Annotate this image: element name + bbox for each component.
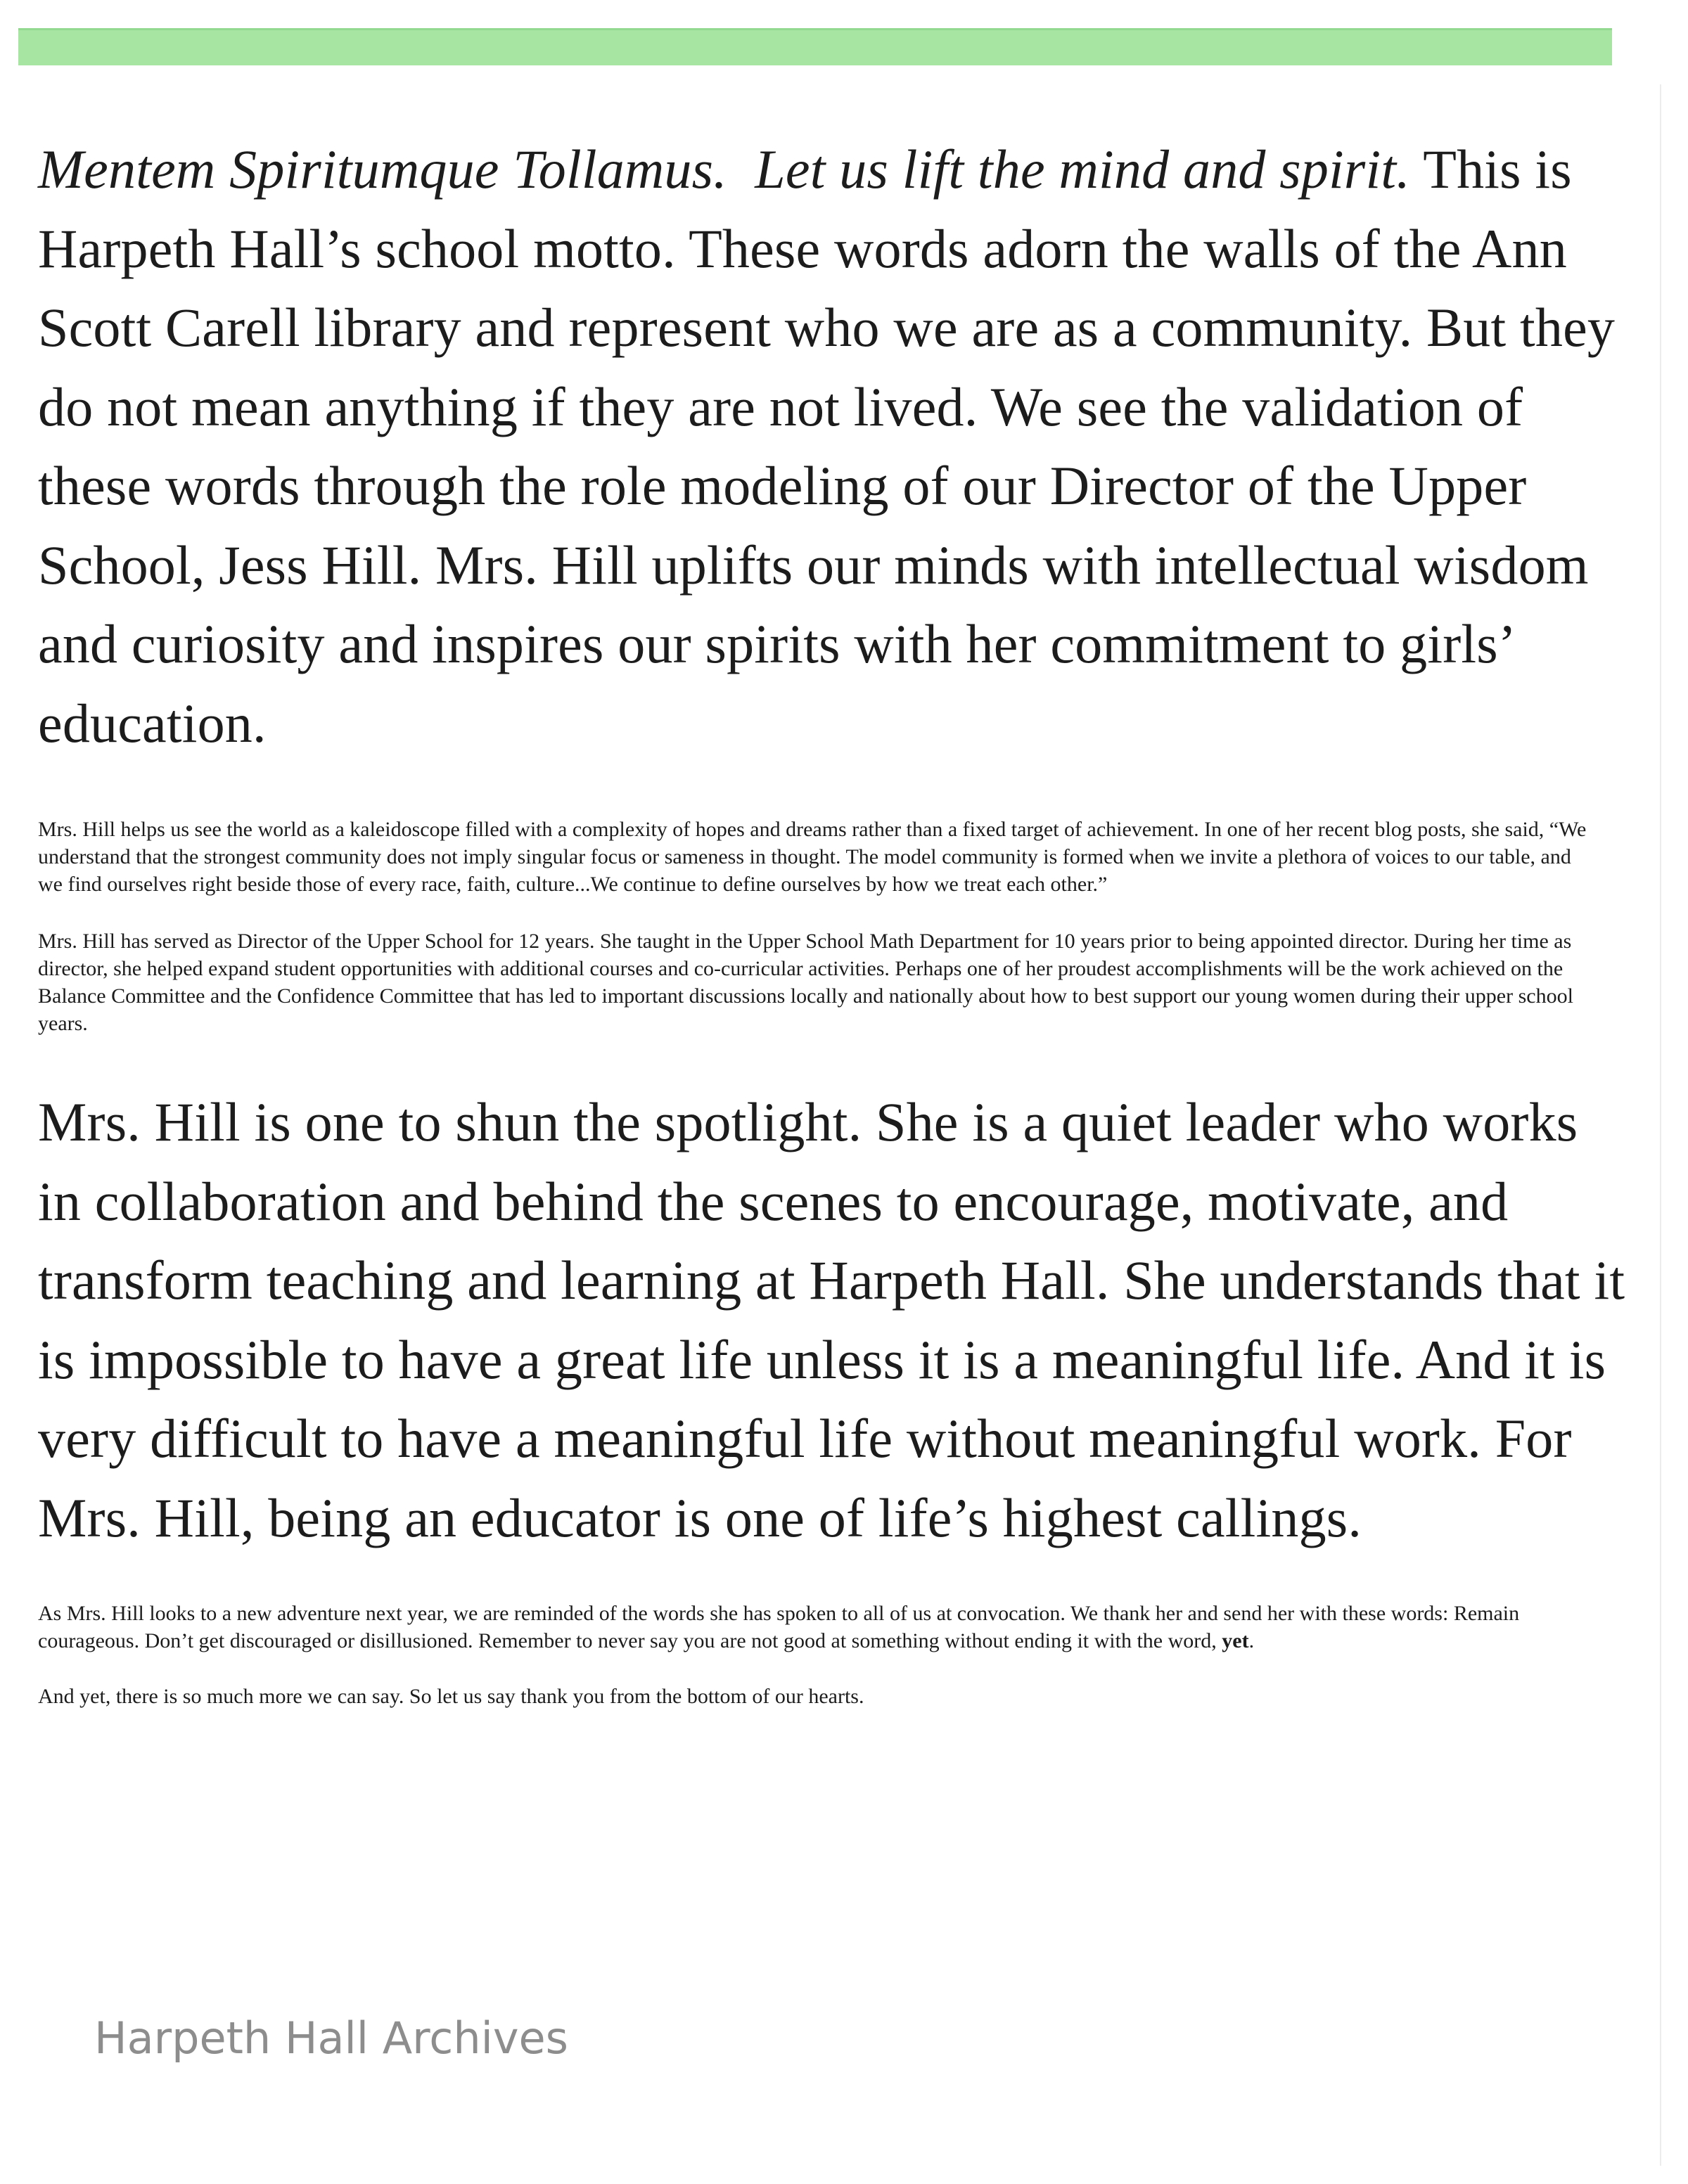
spotlight-paragraph: Mrs. Hill is one to shun the spotlight. She is a quiet leader who works in collaboration and behind the scenes to encourage, motivate, and transform teaching and learning at Harpeth Hall. She understands that it is impossible to have a great life unless it is a meaningful life. And it is very difficult to have a meaningful life without meaningful work. For Mrs. Hill, being an educator is one of life’s highest callings. xyxy=(38,1091,1625,1548)
adventure-end: . xyxy=(1248,1629,1255,1652)
green-highlight-bar xyxy=(18,28,1612,65)
closing-paragraph: And yet, there is so much more we can say. So let us say thank you from the bottom of our hearts. xyxy=(38,1685,864,1708)
adventure-bold-word: yet xyxy=(1222,1629,1249,1652)
adventure-paragraph xyxy=(38,1600,1592,1655)
service-paragraph: Mrs. Hill has served as Director of the Upper School for 12 years. She taught in the Upper School Math Department for 10 years prior to being appointed director. During her time as director, she helped expand student opportunities with additional courses and co-curricular activities. Perhaps one of her proudest accomplishments will be the work achieved on the Balance Committee and the Confidence Committee that has led to important discussions locally and nationally about how to best support our young women during their upper school years. xyxy=(38,930,1573,1035)
kaleidoscope-paragraph: Mrs. Hill helps us see the world as a kaleidoscope filled with a complexity of hopes and dreams rather than a fixed target of achievement. In one of her recent blog posts, she said, “We understand that the strongest community does not imply singular focus or sameness in thought. The model community is formed when we invite a plethora of voices to our table, and we find ourselves right beside those of every race, faith, culture...We continue to define ourselves by how we treat each other.” xyxy=(38,818,1587,896)
page-edge-line xyxy=(1660,84,1661,2166)
intro-text: This is Harpeth Hall’s school motto. These words adorn the walls of the Ann Scott Carell library and represent who we are as a community. But they do not mean anything if they are not lived. We see the validation of these words through the role modeling of our Director of the Upper School, Jess Hill. Mrs. Hill uplifts our minds with intellectual wisdom and curiosity and inspires our spirits with her commitment to girls’ education. xyxy=(38,139,1616,754)
archives-watermark: Harpeth Hall Archives xyxy=(94,2012,568,2064)
motto-paragraph xyxy=(38,130,1628,763)
adventure-text: As Mrs. Hill looks to a new adventure next year, we are reminded of the words she has spoken to all of us at convocation. We thank her and send her with these words: Remain courageous. Don’t get discouraged or disillusioned. Remember to never say you are not good at something without ending it with the word, xyxy=(38,1602,1520,1652)
motto-latin: Mentem Spiritumque Tollamus. xyxy=(38,139,727,200)
document-body xyxy=(38,130,1628,1710)
motto-english: Let us lift the mind and spirit. xyxy=(755,139,1410,200)
